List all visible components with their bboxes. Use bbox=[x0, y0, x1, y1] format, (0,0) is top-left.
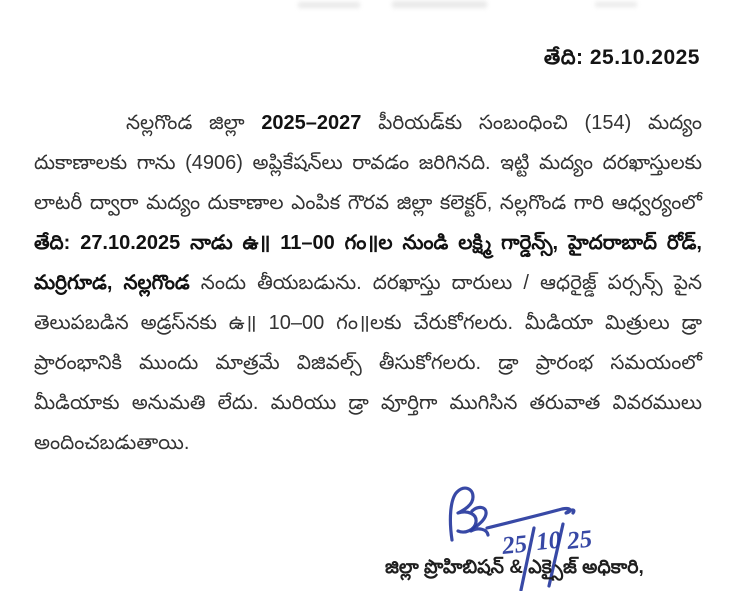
document-date: తేది: 25.10.2025 bbox=[543, 46, 700, 69]
signature-stroke bbox=[487, 509, 574, 528]
signature-stroke bbox=[450, 488, 476, 540]
signature-date-year: 25 bbox=[565, 525, 594, 555]
signatory-title: జిల్లా ప్రొహిబిషన్ & ఎక్సైజ్ అధికారి, bbox=[385, 557, 644, 578]
signature-date-day: 25 bbox=[500, 530, 529, 560]
paragraph-text-intro: నల్లగొండ జిల్లా bbox=[126, 112, 262, 134]
draw-date-venue-bold: తేది: 27.10.2025 నాడు ఉ॥ 11–00 గం॥ల నుండి లక్ష్మి గార్డెన్స్, హైదరాబాద్ రోడ్, మర్రిగూడ, నల్లగొండ bbox=[34, 232, 702, 294]
period-years-bold: 2025–2027 bbox=[261, 112, 362, 134]
signature-date-month: 10 bbox=[534, 526, 563, 556]
signature-stroke bbox=[471, 507, 488, 535]
paragraph-text-applications: పీరియడ్‌కు సంబంధించి (154) మద్యం దుకాణాలకు గాను (4906) అప్లికేషన్‌లు రావడం జరిగినది. ఇట్టి మద్యం దరఖాస్తులకు లాటరీ ద్వారా మద్యం దుకాణాల ఎంపిక గౌరవ జిల్లా కలెక్టర్, నల్లగొండ గారి ఆధ్వర్యంలో bbox=[34, 112, 702, 214]
paragraph-text-instructions: నందు తీయబడును. దరఖాస్తు దారులు / ఆధరైజ్డ్ పర్సన్స్ పైన తెలుపబడిన అడ్రస్‌నకు ఉ॥ 10–00 గం॥లకు చేరుకోగలరు. మీడియా మిత్రులు డ్రా ప్రారంభానికి ముందు మాత్రమే విజివల్స్ తీసుకోగలరు. డ్రా ప్రారంభ సమయంలో మీడియాకు అనుమతి లేదు. మరియు డ్రా వూర్తిగా ముగిసిన తరువాత వివరములు అందించబడుతాయి. bbox=[34, 272, 702, 454]
